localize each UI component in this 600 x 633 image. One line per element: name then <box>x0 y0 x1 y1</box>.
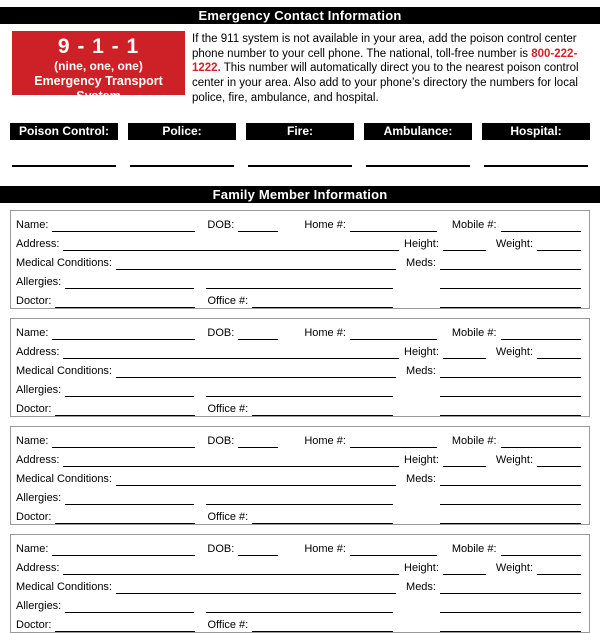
address-value-line <box>63 346 399 359</box>
doctor-label: Doctor: <box>16 294 52 307</box>
allergies-label: Allergies: <box>16 383 62 396</box>
meds-extra-line-2 <box>440 295 581 308</box>
family-members-list <box>10 210 590 633</box>
home-phone-label: Home #: <box>304 218 346 231</box>
office-phone-label: Office #: <box>207 618 249 631</box>
member-row-address <box>16 556 581 575</box>
member-row-medical <box>16 251 581 270</box>
member-row-allergies <box>16 378 581 397</box>
meds-value-line <box>440 473 581 486</box>
medical-conditions-value-line <box>116 365 396 378</box>
meds-label: Meds: <box>406 580 436 593</box>
medical-conditions-label: Medical Conditions: <box>16 472 112 485</box>
contact-label: Police: <box>128 123 236 140</box>
address-label: Address: <box>16 561 60 574</box>
badge-words: (nine, one, one) <box>54 59 143 73</box>
medical-conditions-label: Medical Conditions: <box>16 580 112 593</box>
mobile-phone-label: Mobile #: <box>451 542 497 555</box>
height-label: Height: <box>404 453 439 466</box>
member-row-address <box>16 232 581 251</box>
home-phone-label: Home #: <box>304 326 346 339</box>
dob-label: DOB: <box>207 542 235 555</box>
dob-value-line <box>238 543 278 556</box>
doctor-value-line <box>55 403 195 416</box>
member-row-allergies <box>16 270 581 289</box>
height-label: Height: <box>404 345 439 358</box>
intro-paragraph <box>192 31 590 106</box>
contact-label: Poison Control: <box>10 123 118 140</box>
doctor-value-line <box>55 619 195 632</box>
meds-label: Meds: <box>406 256 436 269</box>
dob-value-line <box>238 219 278 232</box>
emergency-911-badge <box>12 31 185 103</box>
family-member-block <box>10 534 590 633</box>
home-phone-value-line <box>350 219 437 232</box>
member-row-name <box>16 321 581 340</box>
home-phone-label: Home #: <box>304 542 346 555</box>
member-row-doctor <box>16 397 581 416</box>
member-row-address <box>16 448 581 467</box>
member-row-name <box>16 213 581 232</box>
meds-extra-line <box>440 492 581 505</box>
member-row-name <box>16 537 581 556</box>
mobile-phone-label: Mobile #: <box>451 434 497 447</box>
name-value-line <box>52 543 195 556</box>
allergies-value-line <box>65 492 194 505</box>
meds-value-line <box>440 257 581 270</box>
meds-extra-line-2 <box>440 403 581 416</box>
allergies-extra-line <box>206 492 393 505</box>
name-value-line <box>52 435 195 448</box>
office-phone-label: Office #: <box>207 402 249 415</box>
mobile-phone-value-line <box>501 219 581 232</box>
height-value-line <box>443 238 486 251</box>
address-value-line <box>63 238 399 251</box>
home-phone-value-line <box>350 327 437 340</box>
mobile-phone-label: Mobile #: <box>451 326 497 339</box>
member-row-medical <box>16 575 581 594</box>
mobile-phone-value-line <box>501 327 581 340</box>
allergies-label: Allergies: <box>16 275 62 288</box>
allergies-extra-line <box>206 276 393 289</box>
height-value-line <box>443 346 486 359</box>
allergies-label: Allergies: <box>16 491 62 504</box>
weight-value-line <box>537 238 581 251</box>
member-row-allergies <box>16 486 581 505</box>
medical-conditions-value-line <box>116 473 396 486</box>
section-header-family: Family Member Information <box>0 186 600 203</box>
family-member-block <box>10 210 590 309</box>
meds-label: Meds: <box>406 364 436 377</box>
name-label: Name: <box>16 542 49 555</box>
meds-extra-line-2 <box>440 511 581 524</box>
height-value-line <box>443 562 486 575</box>
member-row-medical <box>16 467 581 486</box>
office-phone-value-line <box>252 619 393 632</box>
home-phone-value-line <box>350 543 437 556</box>
name-label: Name: <box>16 434 49 447</box>
office-phone-label: Office #: <box>207 510 249 523</box>
dob-label: DOB: <box>207 434 235 447</box>
office-phone-value-line <box>252 403 393 416</box>
doctor-label: Doctor: <box>16 402 52 415</box>
contact-value-line <box>248 165 352 167</box>
badge-system-label: Emergency Transport System <box>34 74 163 103</box>
dob-label: DOB: <box>207 218 235 231</box>
medical-conditions-value-line <box>116 257 396 270</box>
member-row-doctor <box>16 613 581 632</box>
contact-value-line <box>484 165 588 167</box>
emergency-contacts-row <box>10 123 590 140</box>
member-row-address <box>16 340 581 359</box>
contact-label: Fire: <box>246 123 354 140</box>
name-label: Name: <box>16 218 49 231</box>
allergies-extra-line <box>206 384 393 397</box>
allergies-value-line <box>65 384 194 397</box>
dob-value-line <box>238 327 278 340</box>
contact-value-line <box>12 165 116 167</box>
name-value-line <box>52 219 195 232</box>
allergies-extra-line <box>206 600 393 613</box>
meds-value-line <box>440 365 581 378</box>
weight-label: Weight: <box>495 561 533 574</box>
doctor-value-line <box>55 511 195 524</box>
mobile-phone-value-line <box>501 435 581 448</box>
member-row-name <box>16 429 581 448</box>
emergency-intro-section <box>12 31 590 106</box>
home-phone-value-line <box>350 435 437 448</box>
address-label: Address: <box>16 345 60 358</box>
allergies-value-line <box>65 600 194 613</box>
contact-value-line <box>366 165 470 167</box>
weight-value-line <box>537 562 581 575</box>
doctor-value-line <box>55 295 195 308</box>
contact-label: Ambulance: <box>364 123 472 140</box>
weight-label: Weight: <box>495 237 533 250</box>
dob-value-line <box>238 435 278 448</box>
address-label: Address: <box>16 453 60 466</box>
weight-label: Weight: <box>495 453 533 466</box>
dob-label: DOB: <box>207 326 235 339</box>
meds-value-line <box>440 581 581 594</box>
office-phone-value-line <box>252 295 393 308</box>
meds-label: Meds: <box>406 472 436 485</box>
height-value-line <box>443 454 486 467</box>
intro-text-before: If the 911 system is not available in your area, add the poison control center phone number to your cell phone. The national, toll-free number is <box>192 33 577 60</box>
weight-label: Weight: <box>495 345 533 358</box>
home-phone-label: Home #: <box>304 434 346 447</box>
contact-label: Hospital: <box>482 123 590 140</box>
mobile-phone-label: Mobile #: <box>451 218 497 231</box>
name-label: Name: <box>16 326 49 339</box>
height-label: Height: <box>404 561 439 574</box>
emergency-contact-lines-row <box>12 165 588 167</box>
family-member-block <box>10 318 590 417</box>
intro-text-after: This number will automatically direct you to the nearest poison control center in your area. Also add to your phone’s directory the numbers for local police, fire, ambulance, and hospital. <box>192 62 579 104</box>
meds-extra-line <box>440 384 581 397</box>
member-row-doctor <box>16 505 581 524</box>
poison-control-phone-number: 800-222-1222. <box>192 47 578 75</box>
doctor-label: Doctor: <box>16 618 52 631</box>
family-member-block <box>10 426 590 525</box>
contact-value-line <box>130 165 234 167</box>
office-phone-value-line <box>252 511 393 524</box>
medical-conditions-label: Medical Conditions: <box>16 364 112 377</box>
medical-conditions-value-line <box>116 581 396 594</box>
medical-conditions-label: Medical Conditions: <box>16 256 112 269</box>
address-value-line <box>63 454 399 467</box>
allergies-label: Allergies: <box>16 599 62 612</box>
weight-value-line <box>537 346 581 359</box>
section-header-emergency: Emergency Contact Information <box>0 7 600 24</box>
office-phone-label: Office #: <box>207 294 249 307</box>
meds-extra-line <box>440 276 581 289</box>
member-row-doctor <box>16 289 581 308</box>
meds-extra-line-2 <box>440 619 581 632</box>
badge-number: 9 - 1 - 1 <box>57 35 140 58</box>
meds-extra-line <box>440 600 581 613</box>
height-label: Height: <box>404 237 439 250</box>
member-row-allergies <box>16 594 581 613</box>
weight-value-line <box>537 454 581 467</box>
mobile-phone-value-line <box>501 543 581 556</box>
member-row-medical <box>16 359 581 378</box>
address-label: Address: <box>16 237 60 250</box>
name-value-line <box>52 327 195 340</box>
address-value-line <box>63 562 399 575</box>
doctor-label: Doctor: <box>16 510 52 523</box>
allergies-value-line <box>65 276 194 289</box>
